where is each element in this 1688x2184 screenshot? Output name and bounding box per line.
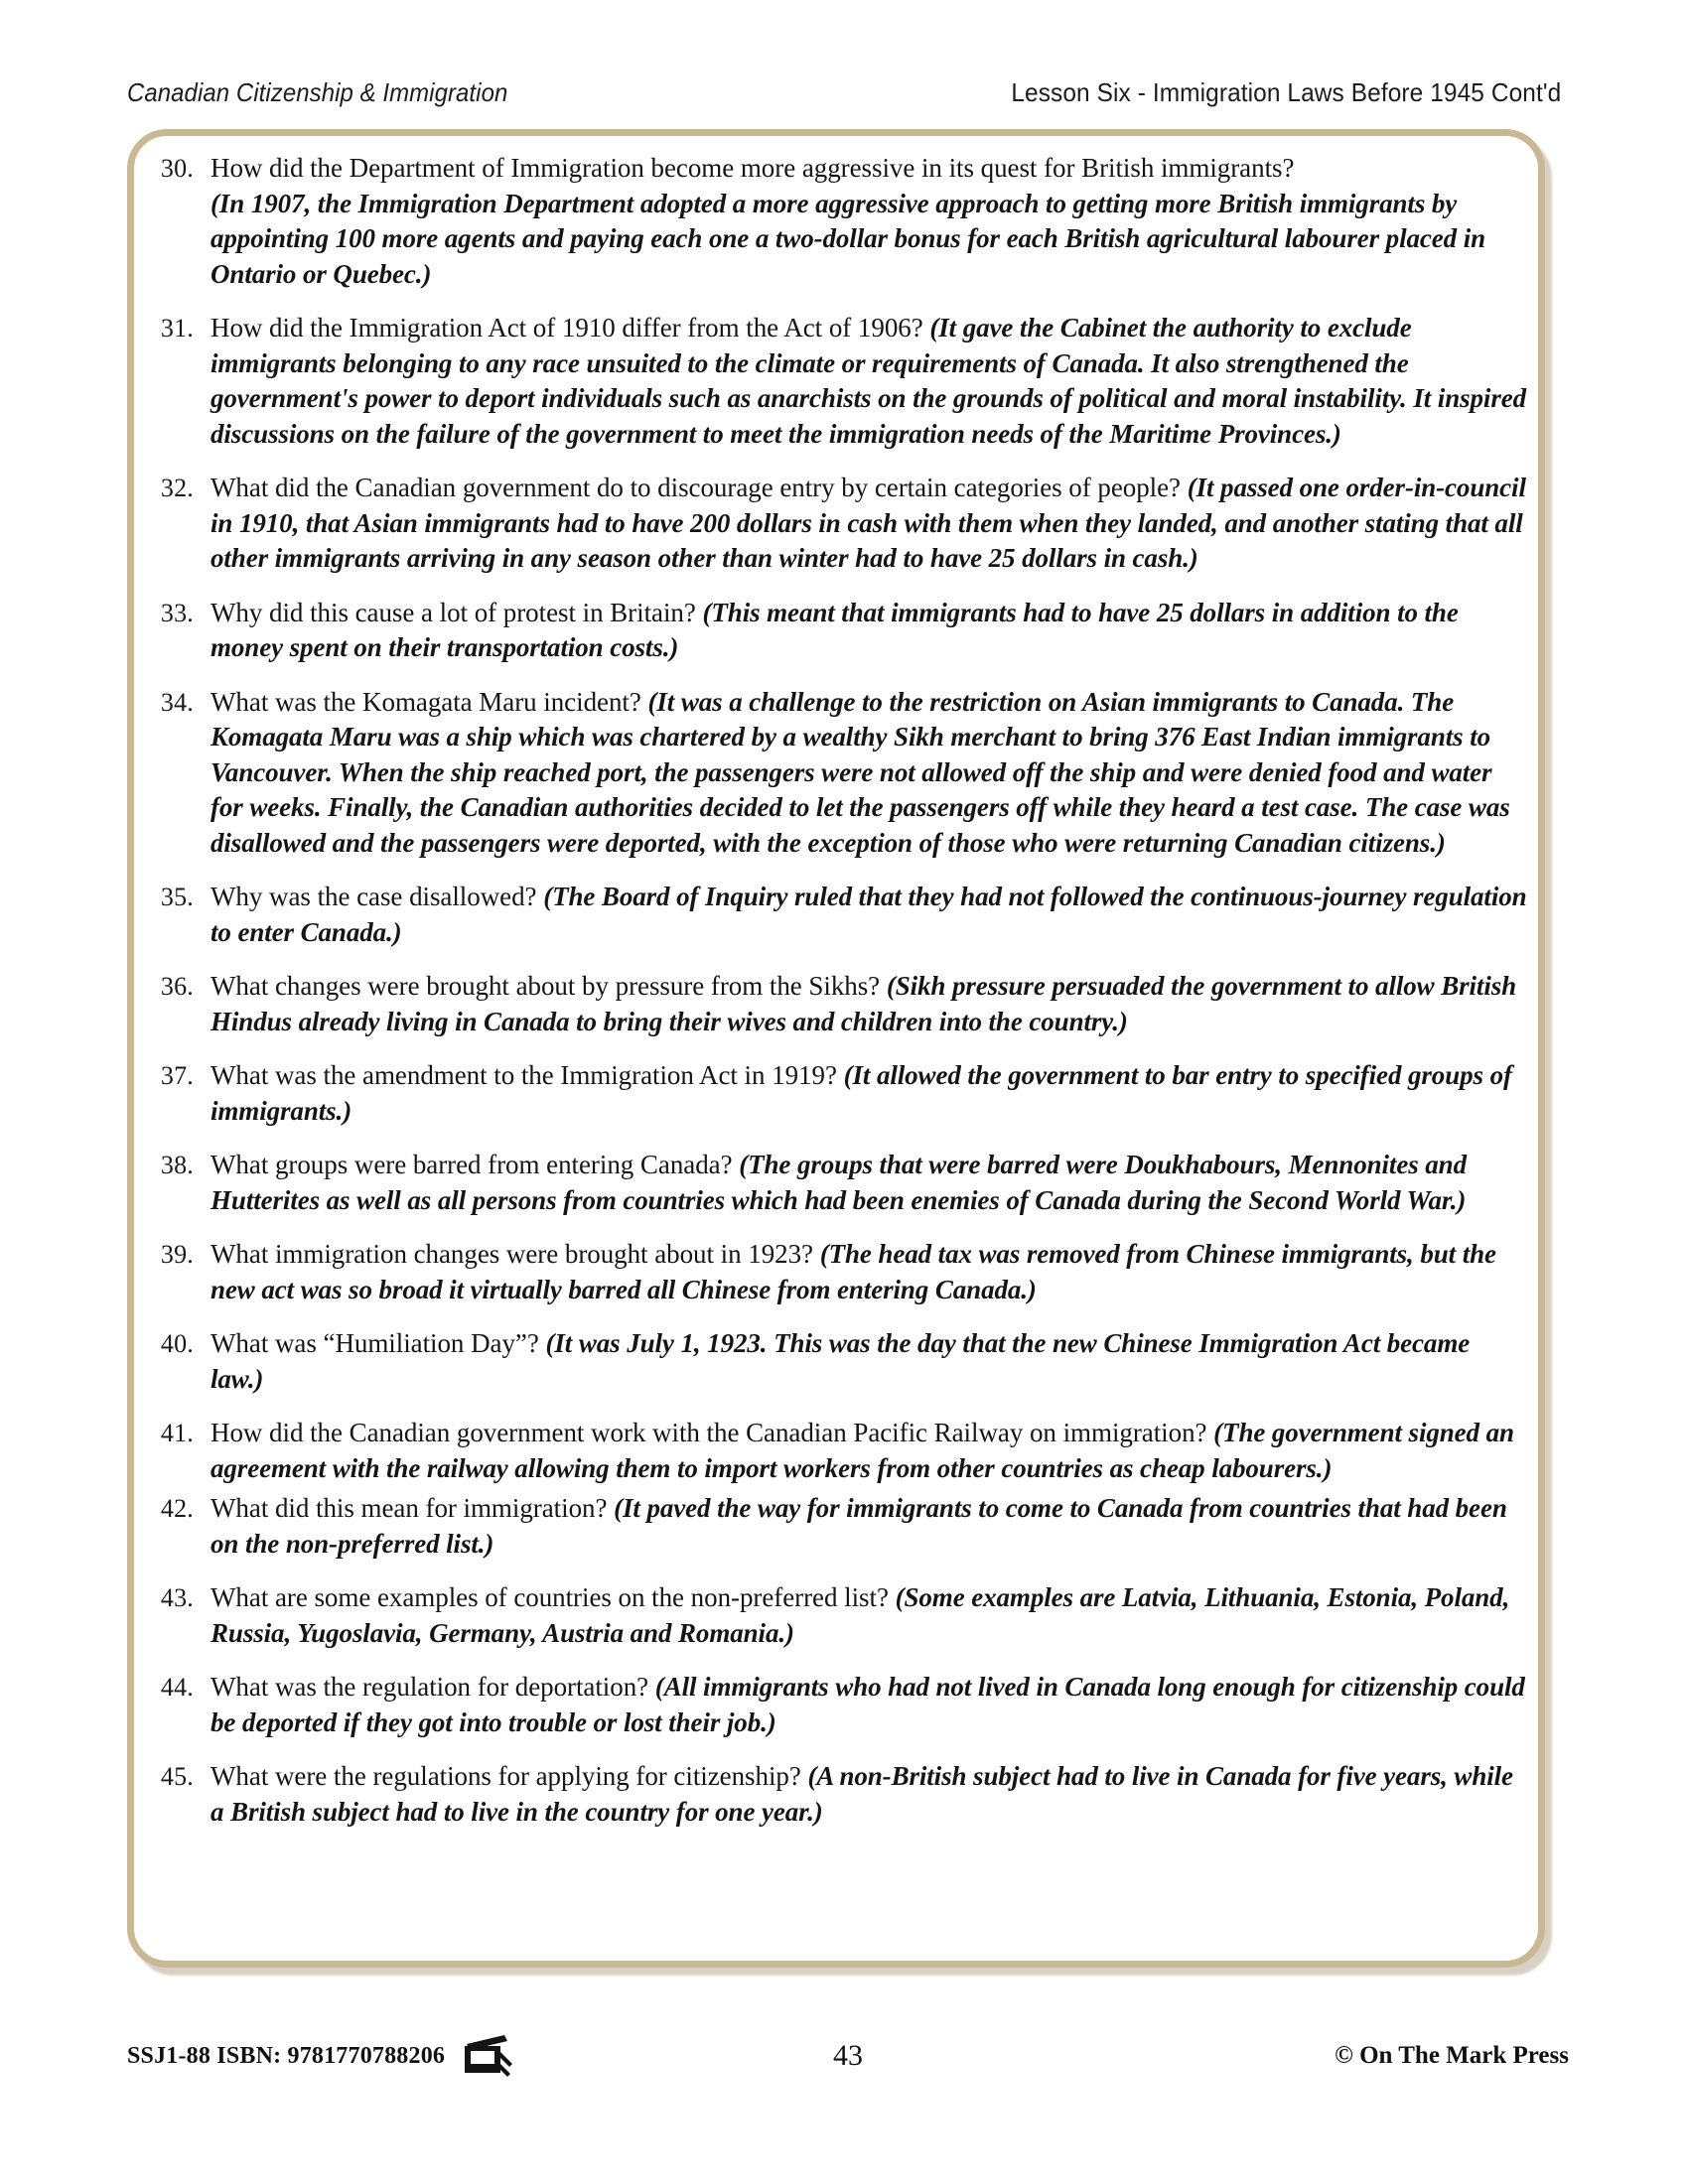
- answer-text: (Some examples are Latvia, Lithuania, Estonia, Poland, Russia, Yugoslavia, Germany, Austria and Romania.): [211, 1582, 1510, 1648]
- question-body: [211, 1237, 1529, 1307]
- answer-text: (It gave the Cabinet the authority to exclude immigrants belonging to any race unsuited to the climate or requirements of Canada. It also strengthened the government's power to deport individuals such as anarchists on the grounds of political and moral instability. It inspired discussions on the failure of the government to meet the immigration needs of the Maritime Provinces.): [211, 313, 1527, 449]
- question-text: How did the Immigration Act of 1910 differ from the Act of 1906?: [211, 313, 930, 342]
- question-body: [211, 685, 1529, 862]
- question-text: What were the regulations for applying for citizenship?: [211, 1761, 808, 1791]
- answer-text: (A non-British subject had to live in Canada for five years, while a British subject had to live in the country for one year.): [211, 1761, 1513, 1827]
- question-text: What changes were brought about by pressure from the Sikhs?: [211, 971, 887, 1001]
- question-text: What was the Komagata Maru incident?: [211, 686, 648, 717]
- question-item: [149, 1326, 1529, 1397]
- question-text: What did this mean for immigration?: [211, 1493, 615, 1523]
- question-number: 33.: [160, 598, 194, 627]
- question-body: [211, 1148, 1529, 1218]
- question-number: 34.: [160, 687, 194, 717]
- question-text: What immigration changes were brought about in 1923?: [211, 1239, 820, 1269]
- question-text: What did the Canadian government do to discourage entry by certain categories of people?: [211, 473, 1188, 502]
- question-item: [149, 1580, 1529, 1651]
- running-head-right: Lesson Six - Immigration Laws Before 1945 Cont'd: [1011, 77, 1561, 107]
- question-number: 38.: [160, 1151, 194, 1179]
- question-text: Why was the case disallowed?: [211, 882, 544, 911]
- answer-text: (It was a challenge to the restriction on Asian immigrants to Canada. The Komagata Maru was a ship which was chartered by a wealthy Sikh merchant to bring 376 East Indian immigrants to Vancouver. When the ship reached port, the passengers were not allowed off the ship and were denied food and water for weeks. Finally, the Canadian authorities decided to let the passengers off while they heard a test case. The case was disallowed and the passengers were deported, with the exception of those who were returning Canadian citizens.): [211, 686, 1510, 858]
- question-item: [149, 880, 1529, 950]
- question-item: [149, 151, 1529, 292]
- question-item: [149, 471, 1529, 577]
- question-item: [149, 1416, 1529, 1486]
- footer-left-group: [127, 2033, 516, 2079]
- question-item: [149, 1058, 1529, 1129]
- answer-text: (The groups that were barred were Doukhabours, Mennonites and Hutterites as well as all persons from countries which had been enemies of Canada during the Second World War.): [211, 1150, 1467, 1215]
- question-number: 40.: [160, 1329, 194, 1358]
- question-body: [211, 151, 1529, 292]
- question-text: How did the Department of Immigration become more aggressive in its quest for British immigrants?: [211, 153, 1295, 183]
- answer-text: (Sikh pressure persuaded the government to allow British Hindus already living in Canada to bring their wives and children into the country.): [211, 971, 1517, 1036]
- answer-text: (The head tax was removed from Chinese immigrants, but the new act was so broad it virtually barred all Chinese from entering Canada.): [211, 1239, 1496, 1304]
- answer-text: (The Board of Inquiry ruled that they had not followed the continuous-journey regulation to enter Canada.): [211, 882, 1527, 947]
- question-number: 41.: [160, 1419, 194, 1447]
- question-number: 44.: [160, 1673, 194, 1702]
- question-body: [211, 1759, 1529, 1830]
- answer-text: (It was July 1, 1923. This was the day that the new Chinese Immigration Act became law.): [211, 1328, 1471, 1394]
- question-body: [211, 471, 1529, 577]
- question-number: 32.: [160, 474, 194, 502]
- question-text: What was “Humiliation Day”?: [211, 1328, 546, 1358]
- question-body: [211, 969, 1529, 1039]
- question-item: [149, 1148, 1529, 1218]
- running-head-left: Canadian Citizenship & Immigration: [127, 77, 508, 107]
- running-head: [127, 77, 1561, 111]
- question-number: 35.: [160, 883, 194, 911]
- question-item: [149, 1670, 1529, 1740]
- question-body: [211, 1580, 1529, 1651]
- question-item: [149, 311, 1529, 452]
- question-text: What groups were barred from entering Canada?: [211, 1150, 740, 1179]
- question-text: How did the Canadian government work with the Canadian Pacific Railway on immigration?: [211, 1418, 1214, 1447]
- question-item: [149, 596, 1529, 666]
- question-number: 43.: [160, 1583, 194, 1612]
- question-number: 39.: [160, 1240, 194, 1269]
- question-body: [211, 1491, 1529, 1562]
- question-number: 42.: [160, 1494, 194, 1523]
- answer-text: (It passed one order-in-council in 1910, that Asian immigrants had to have 200 dollars in cash with them when they landed, and another stating that all other immigrants arriving in any season other than winter had to have 25 dollars in cash.): [211, 473, 1526, 573]
- question-number: 30.: [160, 154, 194, 183]
- page-footer: [127, 2031, 1569, 2081]
- question-body: [211, 1670, 1529, 1740]
- answer-text: (This meant that immigrants had to have 25 dollars in addition to the money spent on their transportation costs.): [211, 597, 1459, 662]
- question-item: [149, 1759, 1529, 1830]
- question-body: [211, 596, 1529, 666]
- question-list: [149, 151, 1529, 1950]
- question-number: 45.: [160, 1762, 194, 1791]
- answer-text: (In 1907, the Immigration Department adopted a more aggressive approach to getting more British immigrants by appointing 100 more agents and paying each one a two-dollar bonus for each British agricultural labourer placed in Ontario or Quebec.): [211, 188, 1486, 289]
- question-text: What was the amendment to the Immigration Act in 1919?: [211, 1060, 844, 1090]
- on-the-mark-press-logo-icon: [461, 2033, 516, 2079]
- question-body: [211, 311, 1529, 452]
- question-number: 37.: [160, 1061, 194, 1090]
- question-item: [149, 969, 1529, 1039]
- question-text: Why did this cause a lot of protest in Britain?: [211, 597, 703, 627]
- footer-product-code: SSJ1-88 ISBN: 9781770788206: [127, 2042, 446, 2069]
- question-number: 36.: [160, 972, 194, 1001]
- answer-text: (All immigrants who had not lived in Canada long enough for citizenship could be deported if they got into trouble or lost their job.): [211, 1672, 1525, 1737]
- question-body: [211, 1416, 1529, 1486]
- answer-text: (It paved the way for immigrants to come to Canada from countries that had been on the non-preferred list.): [211, 1493, 1507, 1559]
- question-body: [211, 1326, 1529, 1397]
- question-item: [149, 1237, 1529, 1307]
- question-body: [211, 1058, 1529, 1129]
- footer-copyright: © On The Mark Press: [1335, 2042, 1569, 2069]
- question-item: [149, 1491, 1529, 1562]
- question-body: [211, 880, 1529, 950]
- footer-page-number: 43: [833, 2039, 863, 2072]
- answer-text: (It allowed the government to bar entry to specified groups of immigrants.): [211, 1060, 1512, 1126]
- question-number: 31.: [160, 314, 194, 342]
- answer-text: (The government signed an agreement with the railway allowing them to import workers from other countries as cheap labourers.): [211, 1418, 1514, 1483]
- question-text: What was the regulation for deportation?: [211, 1672, 655, 1702]
- question-text: What are some examples of countries on the non-preferred list?: [211, 1582, 896, 1612]
- question-item: [149, 685, 1529, 862]
